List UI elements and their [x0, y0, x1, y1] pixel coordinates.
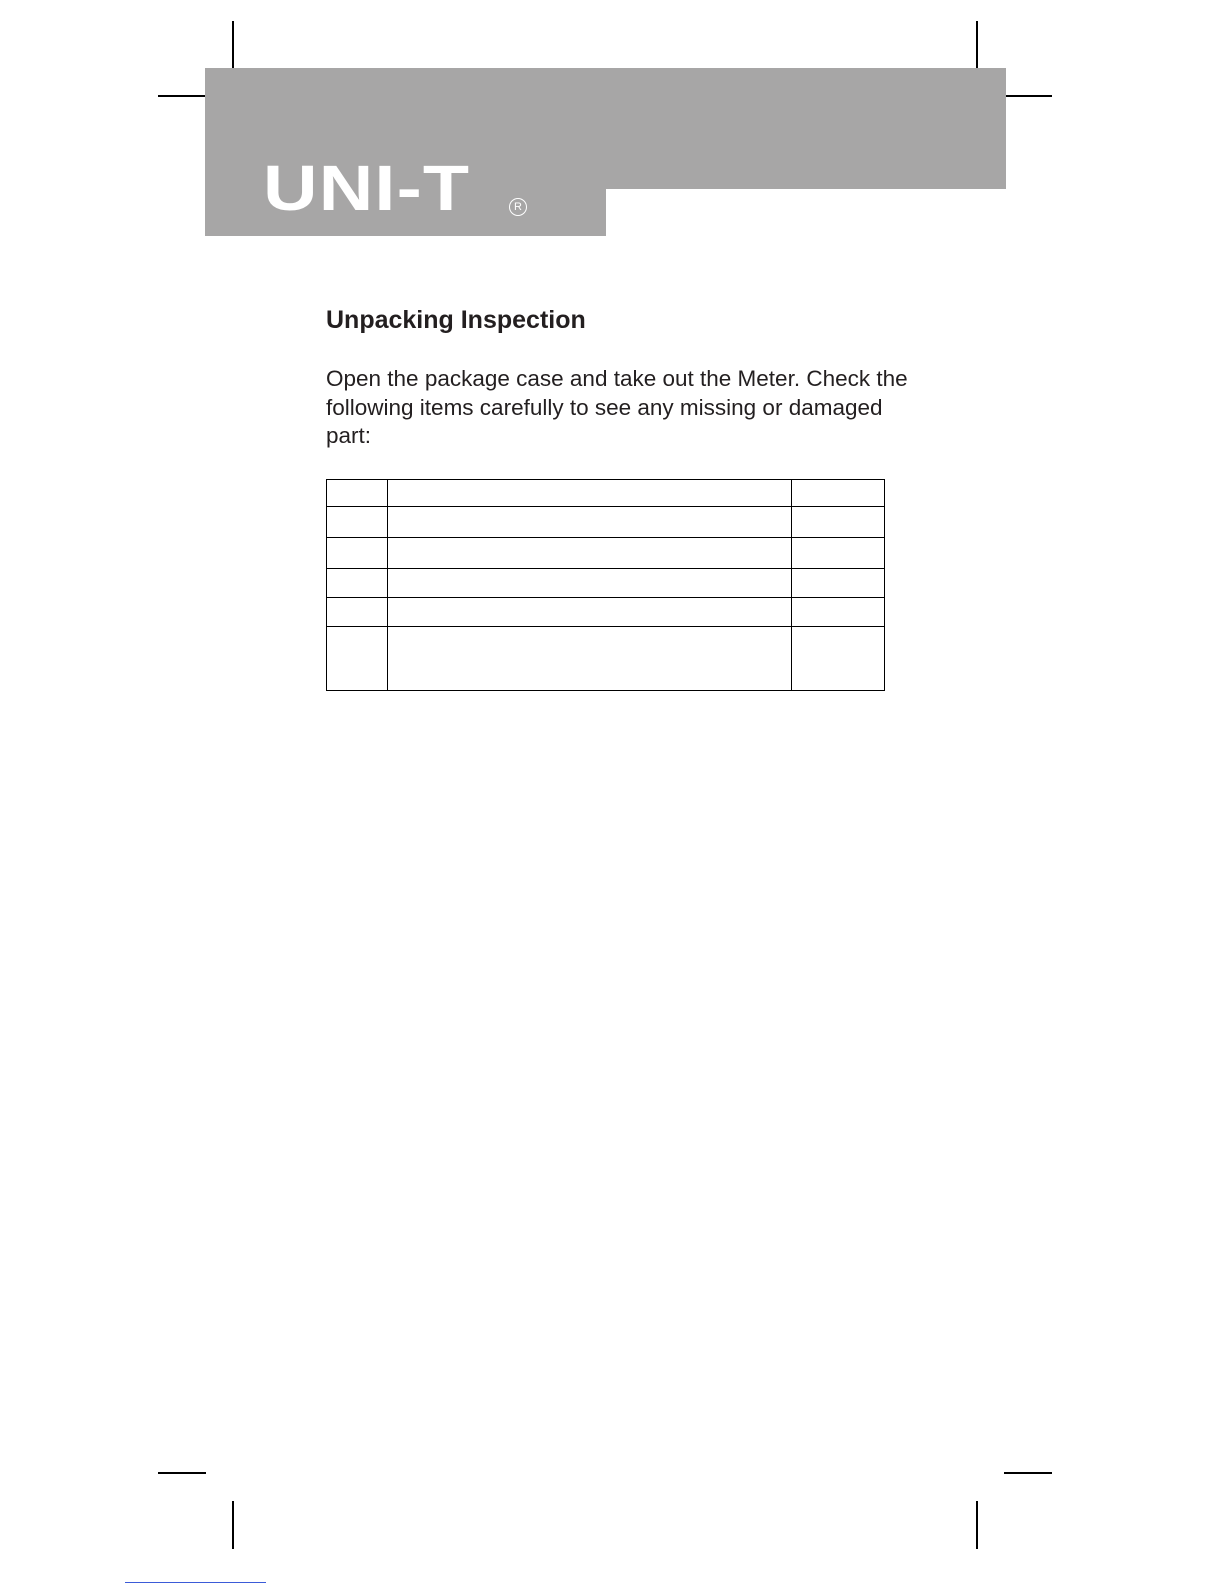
- table-cell: [388, 480, 792, 507]
- brand-logo: [263, 152, 522, 224]
- table-cell: [388, 507, 792, 538]
- crop-mark-bottom-left: [232, 1501, 234, 1549]
- table-row: [327, 598, 885, 627]
- crop-mark-top-left-h: [158, 95, 206, 97]
- inspection-table: [326, 479, 885, 691]
- crop-mark-bottom-right: [976, 1501, 978, 1549]
- table-row: [327, 538, 885, 569]
- table-cell: [792, 627, 885, 691]
- table-cell: [388, 569, 792, 598]
- table-cell: [388, 627, 792, 691]
- table-row: [327, 627, 885, 691]
- table-cell: [388, 538, 792, 569]
- table-cell: [327, 480, 388, 507]
- table-cell: [327, 538, 388, 569]
- table-cell: [792, 598, 885, 627]
- table-cell: [327, 569, 388, 598]
- brand-logo-text: UNI-T: [263, 152, 471, 224]
- registered-mark-icon: R: [509, 198, 527, 216]
- section-title: Unpacking Inspection: [326, 306, 586, 334]
- table-cell: [327, 598, 388, 627]
- table-cell: [792, 480, 885, 507]
- table-row: [327, 480, 885, 507]
- crop-mark-top-right: [976, 21, 978, 69]
- table-cell: [327, 507, 388, 538]
- table-cell: [792, 507, 885, 538]
- crop-mark-top-left: [232, 21, 234, 69]
- bottom-link-underline: [125, 1582, 266, 1583]
- table-cell: [792, 538, 885, 569]
- table-cell: [327, 627, 388, 691]
- intro-paragraph: Open the package case and take out the Meter. Check the following items carefully to see any missing or damaged part:: [326, 366, 908, 448]
- crop-mark-bottom-right-h: [1004, 1472, 1052, 1474]
- table-row: [327, 569, 885, 598]
- table-cell: [388, 598, 792, 627]
- crop-mark-top-right-h: [1004, 95, 1052, 97]
- table-row: [327, 507, 885, 538]
- table-cell: [792, 569, 885, 598]
- crop-mark-bottom-left-h: [158, 1472, 206, 1474]
